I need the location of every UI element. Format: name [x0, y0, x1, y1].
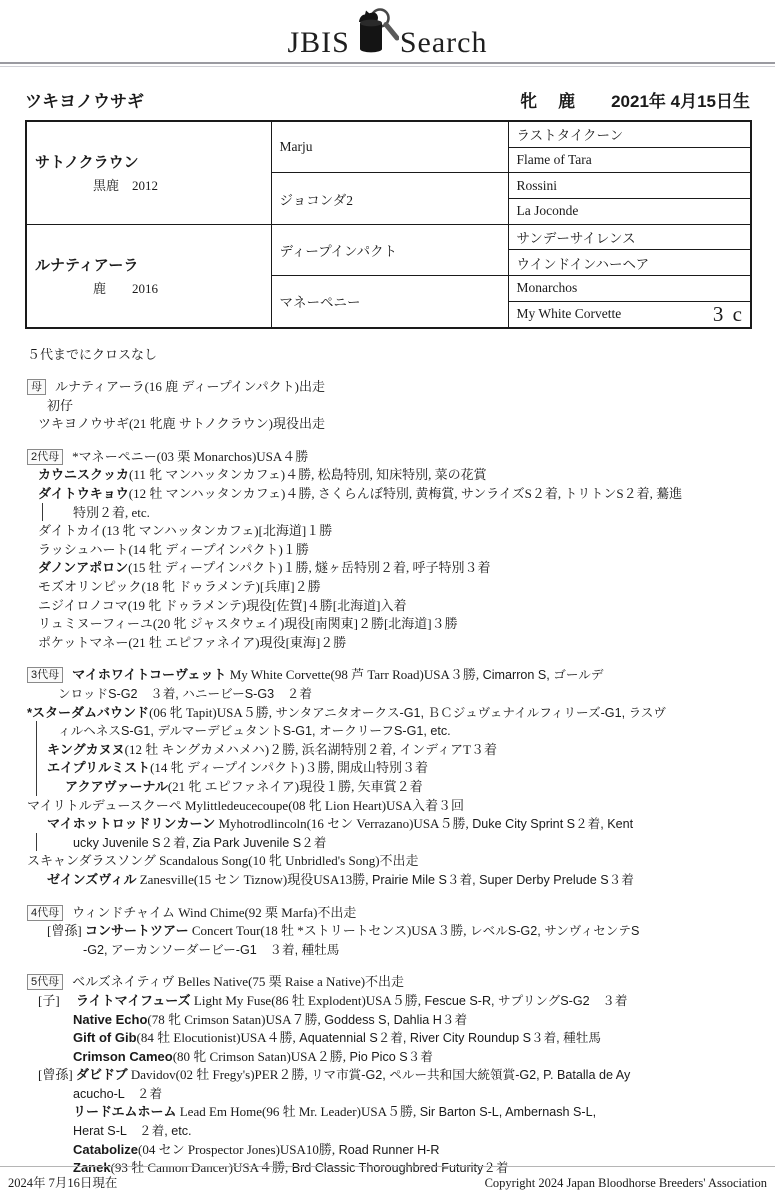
relation-label: [子] — [38, 992, 60, 1008]
horse-name: カウニスクッカ — [38, 467, 130, 483]
line-text: リマ市賞-G2, ペルー共和国大統領賞-G2, P. Batalla de Ay — [307, 1068, 631, 1083]
pedigree-line — [25, 852, 750, 871]
line-text: Cimarron S, ゴールデ — [479, 668, 604, 683]
line-text: Herat S-L ２着, etc. — [73, 1124, 192, 1139]
line-text: ルナティアーラ(16 鹿 ディープインパクト)出走 — [55, 379, 325, 395]
pedigree-line — [25, 666, 750, 685]
pedigree-line — [25, 1103, 750, 1122]
horse-name: Native Echo — [73, 1011, 148, 1027]
pedigree-line — [25, 504, 750, 523]
horse-name: マイホワイトコーヴェット — [72, 667, 227, 683]
line-text: Light My Fuse(86 牡 Explodent)USA５勝, — [190, 992, 422, 1008]
line-text: モズオリンピック(18 牝 ドゥラメンテ)[兵庫]２勝 — [38, 579, 321, 595]
line-text: ベルズネイティヴ Belles Native(75 栗 Raise a Native)不出走 — [72, 974, 405, 990]
horse-name: ダノンアポロン — [38, 560, 129, 576]
line-text: (80 牝 Crimson Satan)USA２勝, — [172, 1048, 347, 1064]
pedigree-line — [25, 741, 750, 760]
page-footer — [0, 1166, 775, 1200]
pedigree-line — [25, 634, 750, 653]
data-as-of-date: 2024年 7月16日現在 — [8, 1176, 118, 1190]
pedigree-line — [25, 941, 750, 960]
horse-name: コンサートツアー — [85, 923, 189, 939]
pedigree-line — [25, 871, 750, 890]
generation-label: 3代母 — [27, 667, 63, 683]
horse-name: Gift of Gib — [73, 1030, 137, 1046]
line-text: (04 セン Prospector Jones)USA10勝, — [138, 1141, 336, 1157]
line-text: My White Corvette(98 芦 Tarr Road)USA３勝, — [226, 667, 480, 683]
line-text: レベルS-G2, サンヴィセンテS — [466, 924, 640, 939]
line-text: (93 牡 Cannon Dancer)USA４勝, — [110, 1160, 289, 1176]
logo-text-jbis: JBIS — [287, 26, 350, 59]
logo-text-search: Search — [399, 26, 488, 59]
ancestor-name: My White Corvette — [516, 306, 622, 322]
pedigree-line — [25, 397, 750, 416]
pedigree-line — [25, 759, 750, 778]
dam-name: ルナティアーラ — [35, 257, 139, 275]
pedigree-line — [25, 1122, 750, 1141]
line-text: ポケットマネー(21 牡 エピファネイア)現役[東海]２勝 — [38, 634, 347, 650]
dam-sire-cell: ディープインパクト — [271, 224, 508, 275]
line-text: リュミヌーフィーユ(20 牝 ジャスタウェイ)現役[南関東]２勝[北海道]３勝 — [38, 616, 458, 632]
line-text: *マネーペニー(03 栗 Monarchos)USA４勝 — [72, 448, 309, 464]
horse-name: エイプリルミスト — [47, 760, 151, 776]
horse-sex-birth — [520, 87, 750, 112]
ancestor-cell: Monarchos — [508, 276, 751, 302]
pedigree-line — [25, 904, 750, 923]
pedigree-line — [25, 522, 750, 541]
pedigree-line — [25, 1066, 750, 1085]
horse-name: マイホットロッドリンカーン — [47, 816, 216, 832]
pedigree-line — [25, 559, 750, 578]
pedigree-line — [25, 797, 750, 816]
pedigree-table — [25, 120, 752, 329]
line-text: -G2, アーカンソーダービー-G1 ３着, 種牡馬 — [83, 942, 340, 957]
ancestor-cell: ウインドインハーヘア — [508, 250, 751, 276]
line-text: ウィンドチャイム Wind Chime(92 栗 Marfa)不出走 — [72, 904, 357, 920]
pedigree-line — [25, 541, 750, 560]
ancestor-cell: La Joconde — [508, 199, 751, 225]
tree-connector-line — [36, 721, 37, 740]
sire-coat-year: 黒鹿 2012 — [93, 178, 159, 194]
pedigree-line — [25, 815, 750, 834]
line-text: Pio Pico S３着 — [346, 1049, 433, 1064]
line-text: ラッシュハート(14 牝 ディープインパクト)１勝 — [38, 541, 309, 557]
pedigree-line — [25, 685, 750, 704]
pedigree-line — [25, 485, 750, 504]
line-text: スキャンダラスソング Scandalous Song(10 牝 Unbridled's Song)不出走 — [27, 853, 419, 869]
pedigree-line — [25, 973, 750, 992]
relation-label: [曾孫] — [47, 923, 82, 939]
line-text: ンロッドS-G2 ３着, ハニービーS-G3 ２着 — [58, 687, 312, 701]
horse-name: アクアヴァーナル — [65, 778, 168, 794]
pedigree-line — [25, 615, 750, 634]
ancestor-cell: サンデーサイレンス — [508, 224, 751, 250]
pedigree-line — [25, 704, 750, 723]
tree-connector-line — [36, 758, 37, 777]
horse-name: ダビドブ — [76, 1067, 128, 1083]
line-text: Fescue S-R, サプリングS-G2 ３着 — [421, 993, 628, 1008]
line-text: 初仔 — [47, 397, 74, 413]
horse-name: Crimson Cameo — [73, 1048, 173, 1064]
horse-name: ライトマイフューズ — [76, 992, 191, 1008]
line-text: ニジイロノコマ(19 牝 ドゥラメンテ)現役[佐賀]４勝[北海道]入着 — [38, 597, 407, 613]
line-text: Concert Tour(18 牡 *ストリートセンス)USA３勝, — [188, 923, 467, 939]
pedigree-line — [25, 778, 750, 797]
line-text: Prairie Mile S３着, Super Derby Prelude S３着 — [368, 872, 634, 887]
line-text: Davidov(02 牡 Fregy's)PER２勝, — [127, 1067, 308, 1083]
line-text: Duke City Sprint S２着, Kent — [468, 817, 634, 832]
pedigree-line — [25, 378, 750, 397]
pedigree-table-wrap — [0, 120, 775, 329]
tree-connector-line — [36, 740, 37, 759]
horse-name: リードエムホーム — [73, 1104, 177, 1120]
line-text: ダイトカイ(13 牝 マンハッタンカフェ)[北海道]１勝 — [38, 523, 333, 539]
pedigree-line — [25, 1011, 750, 1030]
line-text: サンタアニタオークス-G1, ＢＣジュヴェナイルフィリーズ-G1, ラスヴ — [272, 705, 666, 720]
horse-name: ツキヨノウサギ — [25, 92, 144, 111]
pedigree-line — [25, 992, 750, 1011]
line-text: acucho-L ２着 — [73, 1086, 163, 1101]
line-text: ucky Juvenile S２着, Zia Park Juvenile S２着 — [73, 835, 327, 850]
line-text: マイリトルデュースクーペ Mylittledeucecoupe(08 牝 Lion Heart)USA入着３回 — [27, 797, 465, 813]
sire-sire-cell: Marju — [271, 121, 508, 173]
line-text: ５代までにクロスなし — [27, 346, 158, 362]
line-text: (84 牡 Elocutionist)USA４勝, — [136, 1030, 296, 1046]
tree-connector-line — [42, 503, 43, 522]
pedigree-line — [25, 834, 750, 853]
generation-label: 母 — [27, 379, 46, 395]
ancestor-cell: Flame of Tara — [508, 147, 751, 173]
copyright-text: Copyright 2024 Japan Bloodhorse Breeders' Association — [484, 1176, 767, 1190]
dam-coat-year: 鹿 2016 — [93, 281, 159, 297]
line-text: 特別２着, etc. — [73, 504, 150, 520]
line-text: (11 牝 マンハッタンカフェ)４勝, 松島特別, 知床特別, 菜の花賞 — [129, 467, 487, 483]
pedigree-line — [25, 597, 750, 616]
line-text: (12 牡 マンハッタンカフェ)４勝, さくらんぼ特別, 黄梅賞, サンライズS２着, トリトンS２着, 驀進 — [128, 486, 683, 502]
line-text: (12 牡 キングカメハメハ)２勝, 浜名湖特別２着, インディアT３着 — [124, 741, 498, 757]
horse-name: Zanek — [73, 1160, 111, 1176]
line-text: ィルヘネスS-G1, デルマーデビュタントS-G1, オークリーフS-G1, etc. — [58, 724, 451, 739]
ancestor-cell: Rossini — [508, 173, 751, 199]
horse-name: キングカヌヌ — [47, 741, 125, 757]
relation-label: [曾孫] — [38, 1067, 73, 1083]
header-divider — [0, 62, 775, 67]
generation-label: 5代母 — [27, 974, 63, 990]
pedigree-notes — [0, 346, 775, 1178]
pedigree-line — [25, 1085, 750, 1104]
tree-connector-line — [36, 777, 37, 796]
line-text: (15 牡 ディープインパクト)１勝, 燧ヶ岳特別２着, 呼子特別３着 — [128, 560, 491, 576]
pedigree-line — [25, 578, 750, 597]
generation-label: 4代母 — [27, 905, 63, 921]
pedigree-line — [25, 922, 750, 941]
horse-name: ダイトウキョウ — [38, 486, 129, 502]
line-text: Aquatennial S２着, River City Roundup S３着, 種牡馬 — [295, 1031, 601, 1046]
line-text: ツキヨノウサギ(21 牝鹿 サトノクラウン)現役出走 — [38, 416, 325, 432]
horse-name: ゼインズヴィル — [47, 871, 137, 887]
horse-name: Catabolize — [73, 1141, 139, 1157]
pedigree-line — [25, 448, 750, 467]
line-text: (06 牝 Tapit)USA５勝, — [149, 704, 273, 720]
generation-label: 2代母 — [27, 449, 63, 465]
line-text: (78 牝 Crimson Satan)USA７勝, — [147, 1011, 321, 1027]
pedigree-line — [25, 1141, 750, 1160]
sire-dam-cell: ジョコンダ2 — [271, 173, 508, 224]
pedigree-line — [25, 1048, 750, 1067]
birth-date-label: 2021年 4月15日生 — [611, 92, 750, 111]
pedigree-line — [25, 415, 750, 434]
sex-coat-label: 牝 鹿 — [520, 92, 578, 111]
pedigree-line — [25, 722, 750, 741]
line-text: Road Runner H-R — [335, 1142, 440, 1157]
horse-title-row — [0, 87, 775, 112]
line-text: (14 牝 ディープインパクト)３勝, 開成山特別３着 — [150, 760, 428, 776]
ancestor-cell-with-family-number — [508, 301, 751, 327]
pedigree-line — [25, 466, 750, 485]
ancestor-cell: ラストタイクーン — [508, 121, 751, 147]
jbis-search-logo — [0, 0, 775, 58]
line-text: (21 牝 エピファネイア)現役１勝, 矢車賞２着 — [167, 778, 423, 794]
magnifier-horse-ink-pot-icon — [353, 7, 399, 60]
line-text: Brd Classic Thoroughbred Futurity２着 — [288, 1161, 509, 1176]
family-number: 3 c — [712, 301, 744, 326]
line-text: Zanesville(15 セン Tiznow)現役USA13勝, — [136, 871, 369, 887]
tree-connector-line — [36, 833, 37, 852]
line-text: Myhotrodlincoln(16 セン Verrazano)USA５勝, — [215, 816, 469, 832]
sire-cell — [26, 121, 271, 224]
dam-dam-cell: マネーペニー — [271, 276, 508, 328]
sire-name: サトノクラウン — [35, 154, 139, 172]
dam-cell — [26, 224, 271, 327]
pedigree-line — [25, 346, 750, 365]
line-text: Lead Em Home(96 牡 Mr. Leader)USA５勝, — [176, 1104, 417, 1120]
pedigree-line — [25, 1029, 750, 1048]
horse-name: *スターダムバウンド — [27, 704, 150, 720]
line-text: Sir Barton S-L, Ambernash S-L, — [416, 1105, 597, 1120]
line-text: Goddess S, Dahlia H３着 — [320, 1012, 468, 1027]
